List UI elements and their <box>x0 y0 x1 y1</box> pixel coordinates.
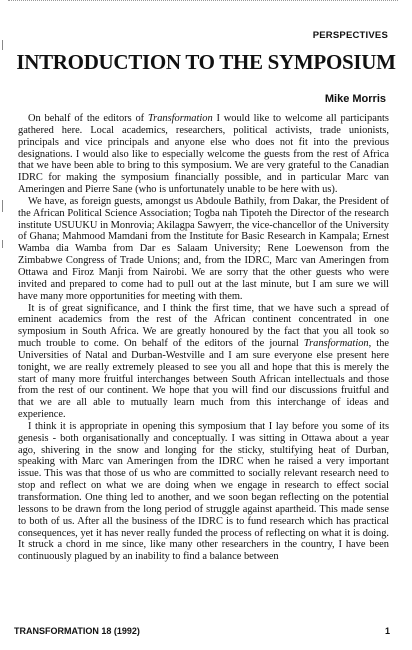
paragraph-text: , the Universities of Natal and Durban-Westville and I am sure everyone else present here tonight, we are really extremely pleased to see you all and hope that this is merely the start of many more fruitful interchanges between South African intellectuals and those from the rest of our continent. We hope that you will find our discussions fruitful and that we are all able to mutually learn much from this interchange of ideas and experience. <box>18 338 389 421</box>
paragraph-text: I would like to welcome all participants gathered here. Local academics, researchers, political activists, trade unionists, principals and vice principals and anyone else who does not fit into the previous designations. I would also like to especially welcome the guests from the rest of Africa that we have been able to bring to this symposium. We are very grateful to the Canadian IDRC for making the symposium financially possible, and in particular Marc van Ameringen and Pierre Sane (who is unfortunately unable to be here with us). <box>18 113 389 196</box>
paragraph-text: We have, as foreign guests, amongst us Abdoule Bathily, from Dakar, the President of the African Political Science Association; Togba nah Tipoteh the Director of the research institute USUUKU in Monrovia; Akilagpa Sawyerr, the vice-chancellor of the University of Ghana; Mahmood Mamdani from the Institute for Basic Research in Kampala; Ernest Wamba dia Wamba from Dar es Salaam University; Rene Loewenson from the Zimbabwe Congress of Trade Unions; and, from the IDRC, Marc van Ameringen from Ottawa and Firoz Manji from Nairobi. We are sorry that the other guests who were invited and prepared to come had to pull out at the last minute, but I am sure we will have many more opportunities for meeting with them. <box>18 195 389 302</box>
journal-name-italic: Transformation <box>303 338 369 350</box>
paragraph-text: It is of great significance, and I think the first time, that we have such a spread of eminent academics from the rest of the African continent concentrated in one symposium in South Africa. We are greatly honoured by the fact that you all took so much trouble to come. On behalf of the editors of the journal <box>18 302 389 350</box>
paragraph <box>18 113 389 196</box>
paragraph-text: On behalf of the editors of <box>28 113 148 124</box>
margin-mark <box>2 40 3 50</box>
journal-name-italic: Transformation <box>147 113 213 124</box>
article-title: INTRODUCTION TO THE SYMPOSIUM <box>16 50 396 74</box>
article-body <box>18 113 389 563</box>
page-footer <box>14 626 390 636</box>
paragraph <box>18 303 389 421</box>
page-number: 1 <box>384 626 390 636</box>
top-rule <box>8 0 398 3</box>
margin-mark <box>2 200 3 212</box>
paragraph-text: I think it is appropriate in opening this symposium that I lay before you some of its genesis - both organisationally and conceptually. I was sitting in Ottawa about a year ago, shivering in the snow and longing for the sticky, stultifying heat of Durban, speaking with Marc van Ameringen from the IDRC when he raised a very important issue. This was that those of us who are committed to socially relevant research need to stop and reflect on what we are doing when we engage in research to effect social transformation. One thing led to another, and we soon began reflecting on the potential lessons to be drawn from the long period of struggle against apartheid. This made sense to both of us. After all the business of the IDRC is to fund research which has practical consequences, yet it has never really funded the process of reflecting on what it is doing. It struck a chord in me since, like many other researchers in the country, I have been continuously plagued by an inability to find a balance between <box>18 420 389 563</box>
paragraph <box>18 421 389 563</box>
paragraph <box>18 196 389 303</box>
article-author: Mike Morris <box>324 93 386 105</box>
journal-citation: TRANSFORMATION 18 (1992) <box>14 626 140 636</box>
section-label: PERSPECTIVES <box>312 30 388 41</box>
margin-mark <box>2 240 3 248</box>
